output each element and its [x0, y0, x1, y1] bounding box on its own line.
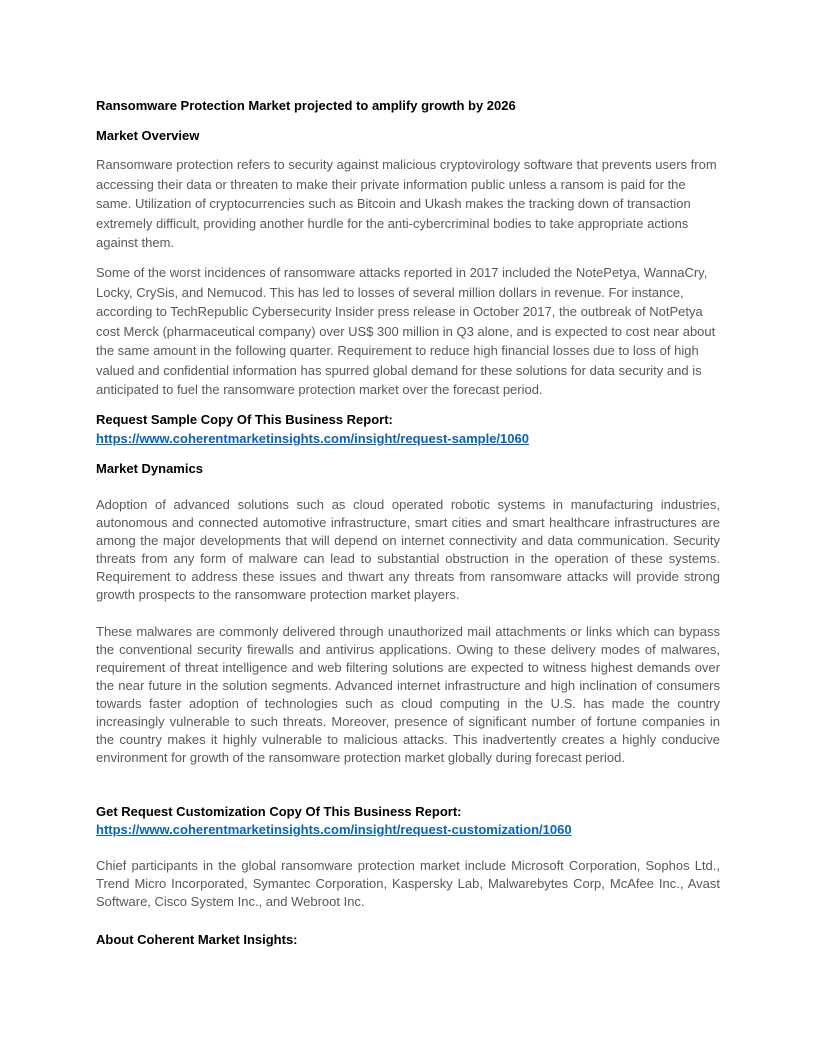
dynamics-paragraph-2: These malwares are commonly delivered through unauthorized mail attachments or links which can bypass the conventional security firewalls and antivirus applications. Owing to these delivery modes of malwares, requirement of threat intelligence and web filtering solutions are expected to witness highest demands over the near future in the solution segments. Advanced internet infrastructure and high inclination of consumers towards faster adoption of technologies such as cloud computing in the U.S. has made the country increasingly vulnerable to such threats. Moreover, presence of significant number of fortune companies in the country makes it highly vulnerable to malicious attacks. This inadvertently creates a highly conducive environment for growth of the ransomware protection market globally during forecast period.: [96, 624, 720, 765]
sample-request-link[interactable]: https://www.coherentmarketinsights.com/insight/request-sample/1060: [96, 431, 529, 446]
dynamics-paragraph-1: Adoption of advanced solutions such as cloud operated robotic systems in manufacturing industries, autonomous and connected automotive infrastructure, smart cities and smart healthcare infrastructures are among the major developments that will depend on internet connectivity and data communication. Security threats from any form of malware can lead to substantial obstruction in the operation of these systems. Requirement to address these issues and thwart any threats from ransomware attacks will provide strong growth prospects to the ransomware protection market players.: [96, 497, 720, 602]
overview-paragraph-1: Ransomware protection refers to security against malicious cryptovirology software that prevents users from accessing their data or threaten to make their private information public unless a ransom is paid for the same. Utilization of cryptocurrencies such as Bitcoin and Ukash makes the tracking down of transaction extremely difficult, providing another hurdle for the anti-cybercriminal bodies to take appropriate actions against them.: [96, 157, 717, 250]
market-dynamics-heading: Market Dynamics: [96, 461, 203, 476]
participants-paragraph: Chief participants in the global ransomware protection market include Microsoft Corporation, Sophos Ltd., Trend Micro Incorporated, Symantec Corporation, Kaspersky Lab, Malwarebytes Corp, McAfee Inc., Avast Software, Cisco System Inc., and Webroot Inc.: [96, 858, 720, 909]
document-title: Ransomware Protection Market projected to amplify growth by 2026: [96, 98, 516, 113]
sample-request-label: Request Sample Copy Of This Business Report:: [96, 412, 393, 427]
customization-request-label: Get Request Customization Copy Of This Business Report:: [96, 804, 462, 819]
market-overview-heading: Market Overview: [96, 128, 200, 143]
overview-paragraph-2: Some of the worst incidences of ransomware attacks reported in 2017 included the NotePetya, WannaCry, Locky, CrySis, and Nemucod. This has led to losses of several million dollars in revenue. For instance, according to TechRepublic Cybersecurity Insider press release in October 2017, the outbreak of NotPetya cost Merck (pharmaceutical company) over US$ 300 million in Q3 alone, and is expected to cost near about the same amount in the following quarter. Requirement to reduce high financial losses due to loss of high valued and confidential information has spurred global demand for these solutions for data security and is anticipated to fuel the ransomware protection market over the forecast period.: [96, 265, 716, 397]
customization-request-link[interactable]: https://www.coherentmarketinsights.com/insight/request-customization/1060: [96, 822, 572, 837]
about-company-heading: About Coherent Market Insights:: [96, 932, 298, 947]
